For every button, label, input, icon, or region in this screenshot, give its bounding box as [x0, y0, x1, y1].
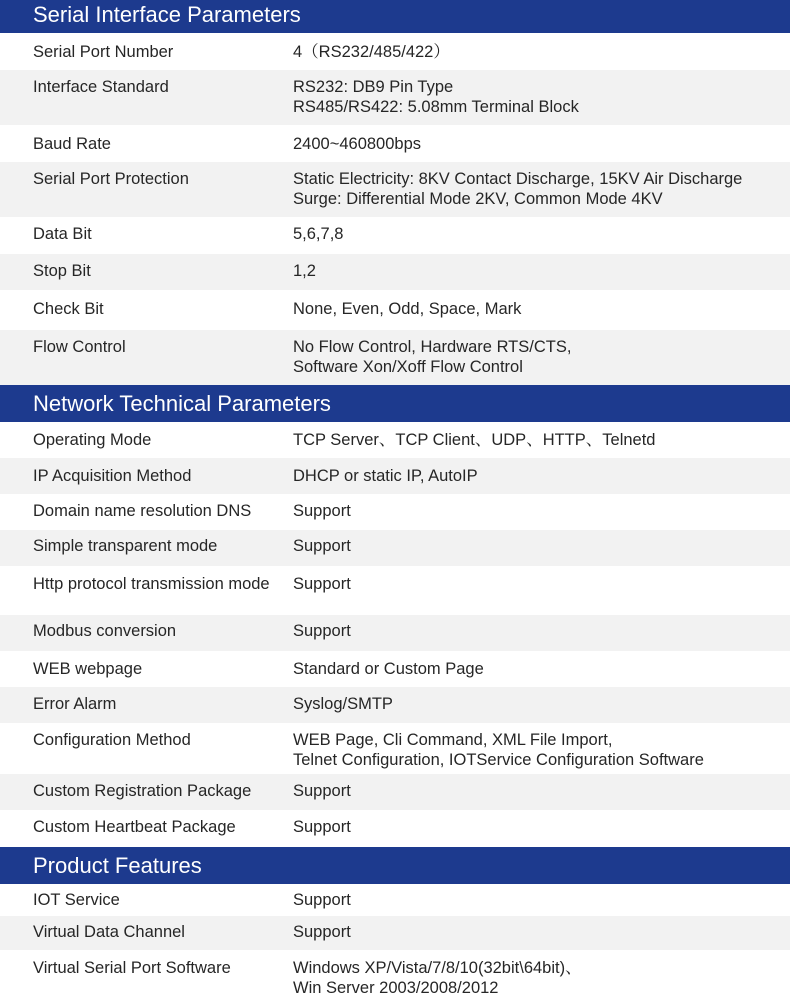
table-row: [0, 774, 790, 810]
row-value: [293, 958, 582, 998]
table-row: [0, 162, 790, 217]
table-row: [0, 810, 790, 847]
table-row: [0, 566, 790, 615]
row-value: [293, 337, 571, 377]
row-value: [293, 77, 579, 117]
table-row: [0, 687, 790, 723]
row-value-line: WEB Page, Cli Command, XML File Import,: [293, 731, 613, 749]
row-value: DHCP or static IP, AutoIP: [293, 467, 478, 485]
row-label: Virtual Data Channel: [33, 923, 185, 941]
row-value-line: Static Electricity: 8KV Contact Discharge, 15KV Air Discharge: [293, 170, 743, 188]
table-row: [0, 494, 790, 530]
row-label: WEB webpage: [33, 660, 143, 678]
row-value: Support: [293, 782, 351, 800]
row-label: Flow Control: [33, 338, 126, 356]
row-value-line: Telnet Configuration, IOTService Configuration Software: [293, 751, 704, 769]
row-value: Support: [293, 818, 351, 836]
table-row: [0, 422, 790, 458]
row-value-line: Win Server 2003/2008/2012: [293, 979, 499, 997]
row-value-line: Software Xon/Xoff Flow Control: [293, 358, 523, 376]
row-value: Support: [293, 575, 351, 593]
row-value: Support: [293, 537, 351, 555]
section-header-product: Product Features: [0, 847, 790, 884]
row-label: Virtual Serial Port Software: [33, 959, 231, 977]
row-label: Interface Standard: [33, 78, 169, 96]
table-row: [0, 651, 790, 687]
table-row: [0, 217, 790, 254]
row-value-line: Windows XP/Vista/7/8/10(32bit\64bit)、: [293, 959, 582, 977]
row-label: Configuration Method: [33, 731, 191, 749]
table-row: [0, 125, 790, 162]
table-row: [0, 458, 790, 494]
table-row: [0, 950, 790, 1000]
row-label: Http protocol transmission mode: [33, 575, 270, 593]
row-value-line: Surge: Differential Mode 2KV, Common Mode 4KV: [293, 190, 663, 208]
row-value: 4（RS232/485/422）: [293, 43, 450, 61]
row-value: None, Even, Odd, Space, Mark: [293, 300, 522, 318]
row-label: Check Bit: [33, 300, 104, 318]
row-label: Custom Registration Package: [33, 782, 252, 800]
row-label: Operating Mode: [33, 431, 152, 449]
row-value: Support: [293, 622, 351, 640]
row-label: Modbus conversion: [33, 622, 177, 640]
row-label: Custom Heartbeat Package: [33, 818, 236, 836]
table-row: [0, 884, 790, 916]
row-value: 1,2: [293, 262, 316, 280]
table-row: [0, 290, 790, 330]
table-row: [0, 723, 790, 774]
row-value: 2400~460800bps: [293, 135, 422, 153]
row-label: Error Alarm: [33, 695, 117, 713]
row-value-line: RS232: DB9 Pin Type: [293, 78, 454, 96]
row-value: [293, 730, 704, 770]
row-label: Data Bit: [33, 225, 92, 243]
table-row: [0, 33, 790, 70]
row-label: Serial Port Protection: [33, 170, 189, 188]
table-row: [0, 530, 790, 566]
table-row: [0, 254, 790, 290]
row-label: Baud Rate: [33, 135, 111, 153]
section-header-network: Network Technical Parameters: [0, 385, 790, 422]
row-value: Syslog/SMTP: [293, 695, 393, 713]
row-value: TCP Server、TCP Client、UDP、HTTP、Telnetd: [293, 431, 656, 449]
row-value: [293, 169, 742, 209]
row-value: Support: [293, 502, 351, 520]
row-label: IP Acquisition Method: [33, 467, 192, 485]
row-label: Simple transparent mode: [33, 537, 218, 555]
row-value: Support: [293, 891, 351, 909]
row-value: Support: [293, 923, 351, 941]
table-row: [0, 916, 790, 950]
table-row: [0, 330, 790, 385]
table-row: [0, 70, 790, 125]
row-value: 5,6,7,8: [293, 225, 344, 243]
row-label: IOT Service: [33, 891, 120, 909]
row-value-line: No Flow Control, Hardware RTS/CTS,: [293, 338, 572, 356]
row-value: Standard or Custom Page: [293, 660, 484, 678]
row-label: Stop Bit: [33, 262, 91, 280]
table-row: [0, 615, 790, 651]
row-label: Serial Port Number: [33, 43, 174, 61]
section-header-serial: Serial Interface Parameters: [0, 0, 790, 33]
row-value-line: RS485/RS422: 5.08mm Terminal Block: [293, 98, 579, 116]
row-label: Domain name resolution DNS: [33, 502, 252, 520]
